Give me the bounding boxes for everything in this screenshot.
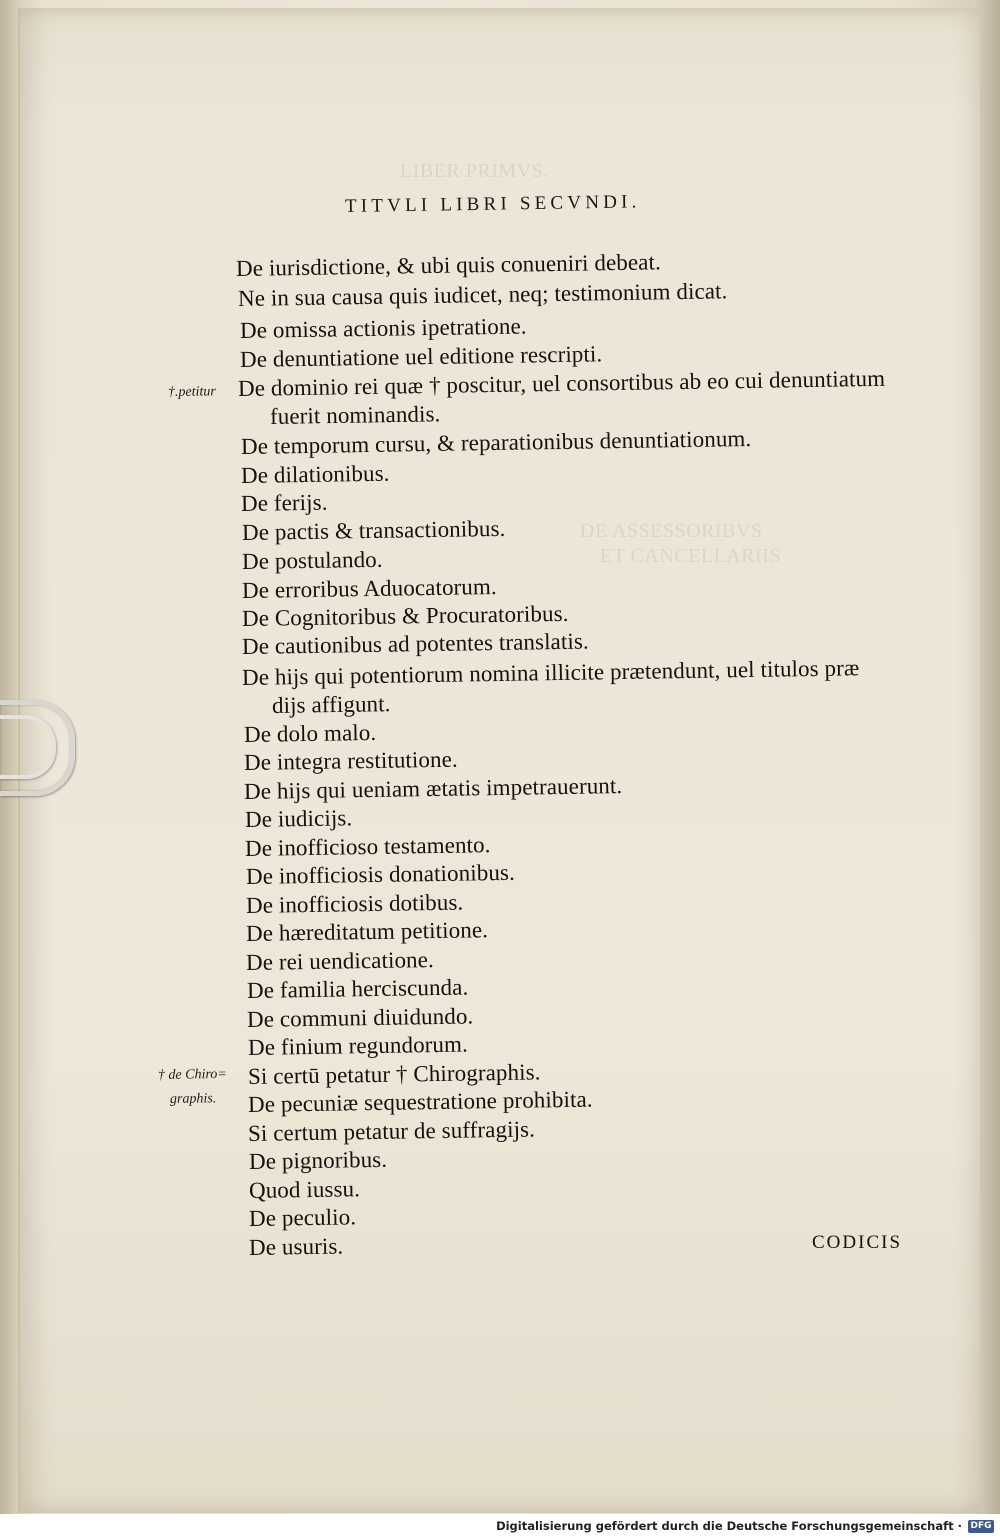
title-entry: De denuntiatione uel editione rescripti. xyxy=(239,341,603,372)
funding-credit: Digitalisierung gefördert durch die Deutsche Forschungsgemeinschaft · xyxy=(496,1519,962,1533)
margin-note: graphis. xyxy=(169,1091,217,1107)
title-entry: De cautionibus ad potentes translatis. xyxy=(241,628,589,659)
title-entry: De hijs qui ueniam ætatis impetrauerunt. xyxy=(243,773,623,804)
margin-note: †.petitur xyxy=(167,384,216,400)
title-entry-continuation: fuerit nominandis. xyxy=(269,401,441,429)
show-through-text: DE ASSESSORIBVS xyxy=(580,520,763,542)
title-entry-continuation: dijs affigunt. xyxy=(271,691,391,718)
margin-note: † de Chiro= xyxy=(157,1066,227,1083)
title-entry: De integra restitutione. xyxy=(243,746,458,775)
show-through-text: ET CANCELLARIIS xyxy=(600,545,782,567)
title-entry: Si certū petatur † Chirographis. xyxy=(247,1059,541,1089)
title-entry: De dominio rei quæ † poscitur, uel consortibus ab eo cui denuntiatum xyxy=(237,365,886,401)
title-entry: De ferijs. xyxy=(240,489,328,516)
title-entry: De communi diuidundo. xyxy=(246,1003,474,1032)
dfg-logo-icon: DFG xyxy=(968,1520,994,1533)
title-entry: De familia herciscunda. xyxy=(246,974,469,1003)
title-entry: De rei uendicatione. xyxy=(245,947,435,975)
title-entry: De dolo malo. xyxy=(243,719,377,747)
title-entry: Ne in sua causa quis iudicet, neq; testimonium dicat. xyxy=(237,278,728,311)
title-entry: De hæreditatum petitione. xyxy=(245,917,489,946)
title-entry: De iurisdictione, & ubi quis conueniri debeat. xyxy=(235,249,662,281)
title-entry: De Cognitoribus & Procuratoribus. xyxy=(241,600,569,631)
title-entry: De iudicijs. xyxy=(244,805,353,832)
title-entry: De inofficioso testamento. xyxy=(244,832,491,861)
title-entry: De pactis & transactionibus. xyxy=(241,515,506,545)
title-entry: De pecuniæ sequestratione prohibita. xyxy=(247,1086,593,1117)
title-entry: Si certum petatur de suffragijs. xyxy=(247,1116,536,1146)
title-entry: De peculio. xyxy=(248,1204,357,1231)
title-entry: De hijs qui potentiorum nomina illicite prætendunt, uel titulos præ xyxy=(241,655,860,690)
title-entry: De usuris. xyxy=(248,1233,344,1260)
show-through-text: LIBER PRIMVS. xyxy=(400,160,549,182)
title-entry: De omissa actionis ipetratione. xyxy=(239,313,527,343)
title-entry: De temporum cursu, & reparationibus denuntiationum. xyxy=(240,425,752,459)
title-entry: De inofficiosis donationibus. xyxy=(245,859,516,889)
title-entry: De erroribus Aduocatorum. xyxy=(241,573,497,603)
paper-clip-inner xyxy=(0,715,56,779)
title-entry: De finium regundorum. xyxy=(247,1031,469,1060)
title-entry: Quod iussu. xyxy=(248,1176,361,1203)
title-entry: De pignoribus. xyxy=(248,1146,388,1174)
title-entry: De postulando. xyxy=(241,546,383,574)
footer-bar xyxy=(0,1514,1000,1538)
title-entry: De inofficiosis dotibus. xyxy=(245,889,464,918)
title-entry: De dilationibus. xyxy=(240,460,390,488)
book-page xyxy=(18,8,980,1513)
running-title: TITVLI LIBRI SECVNDI. xyxy=(344,191,641,217)
catchword: CODICIS xyxy=(812,1232,903,1253)
